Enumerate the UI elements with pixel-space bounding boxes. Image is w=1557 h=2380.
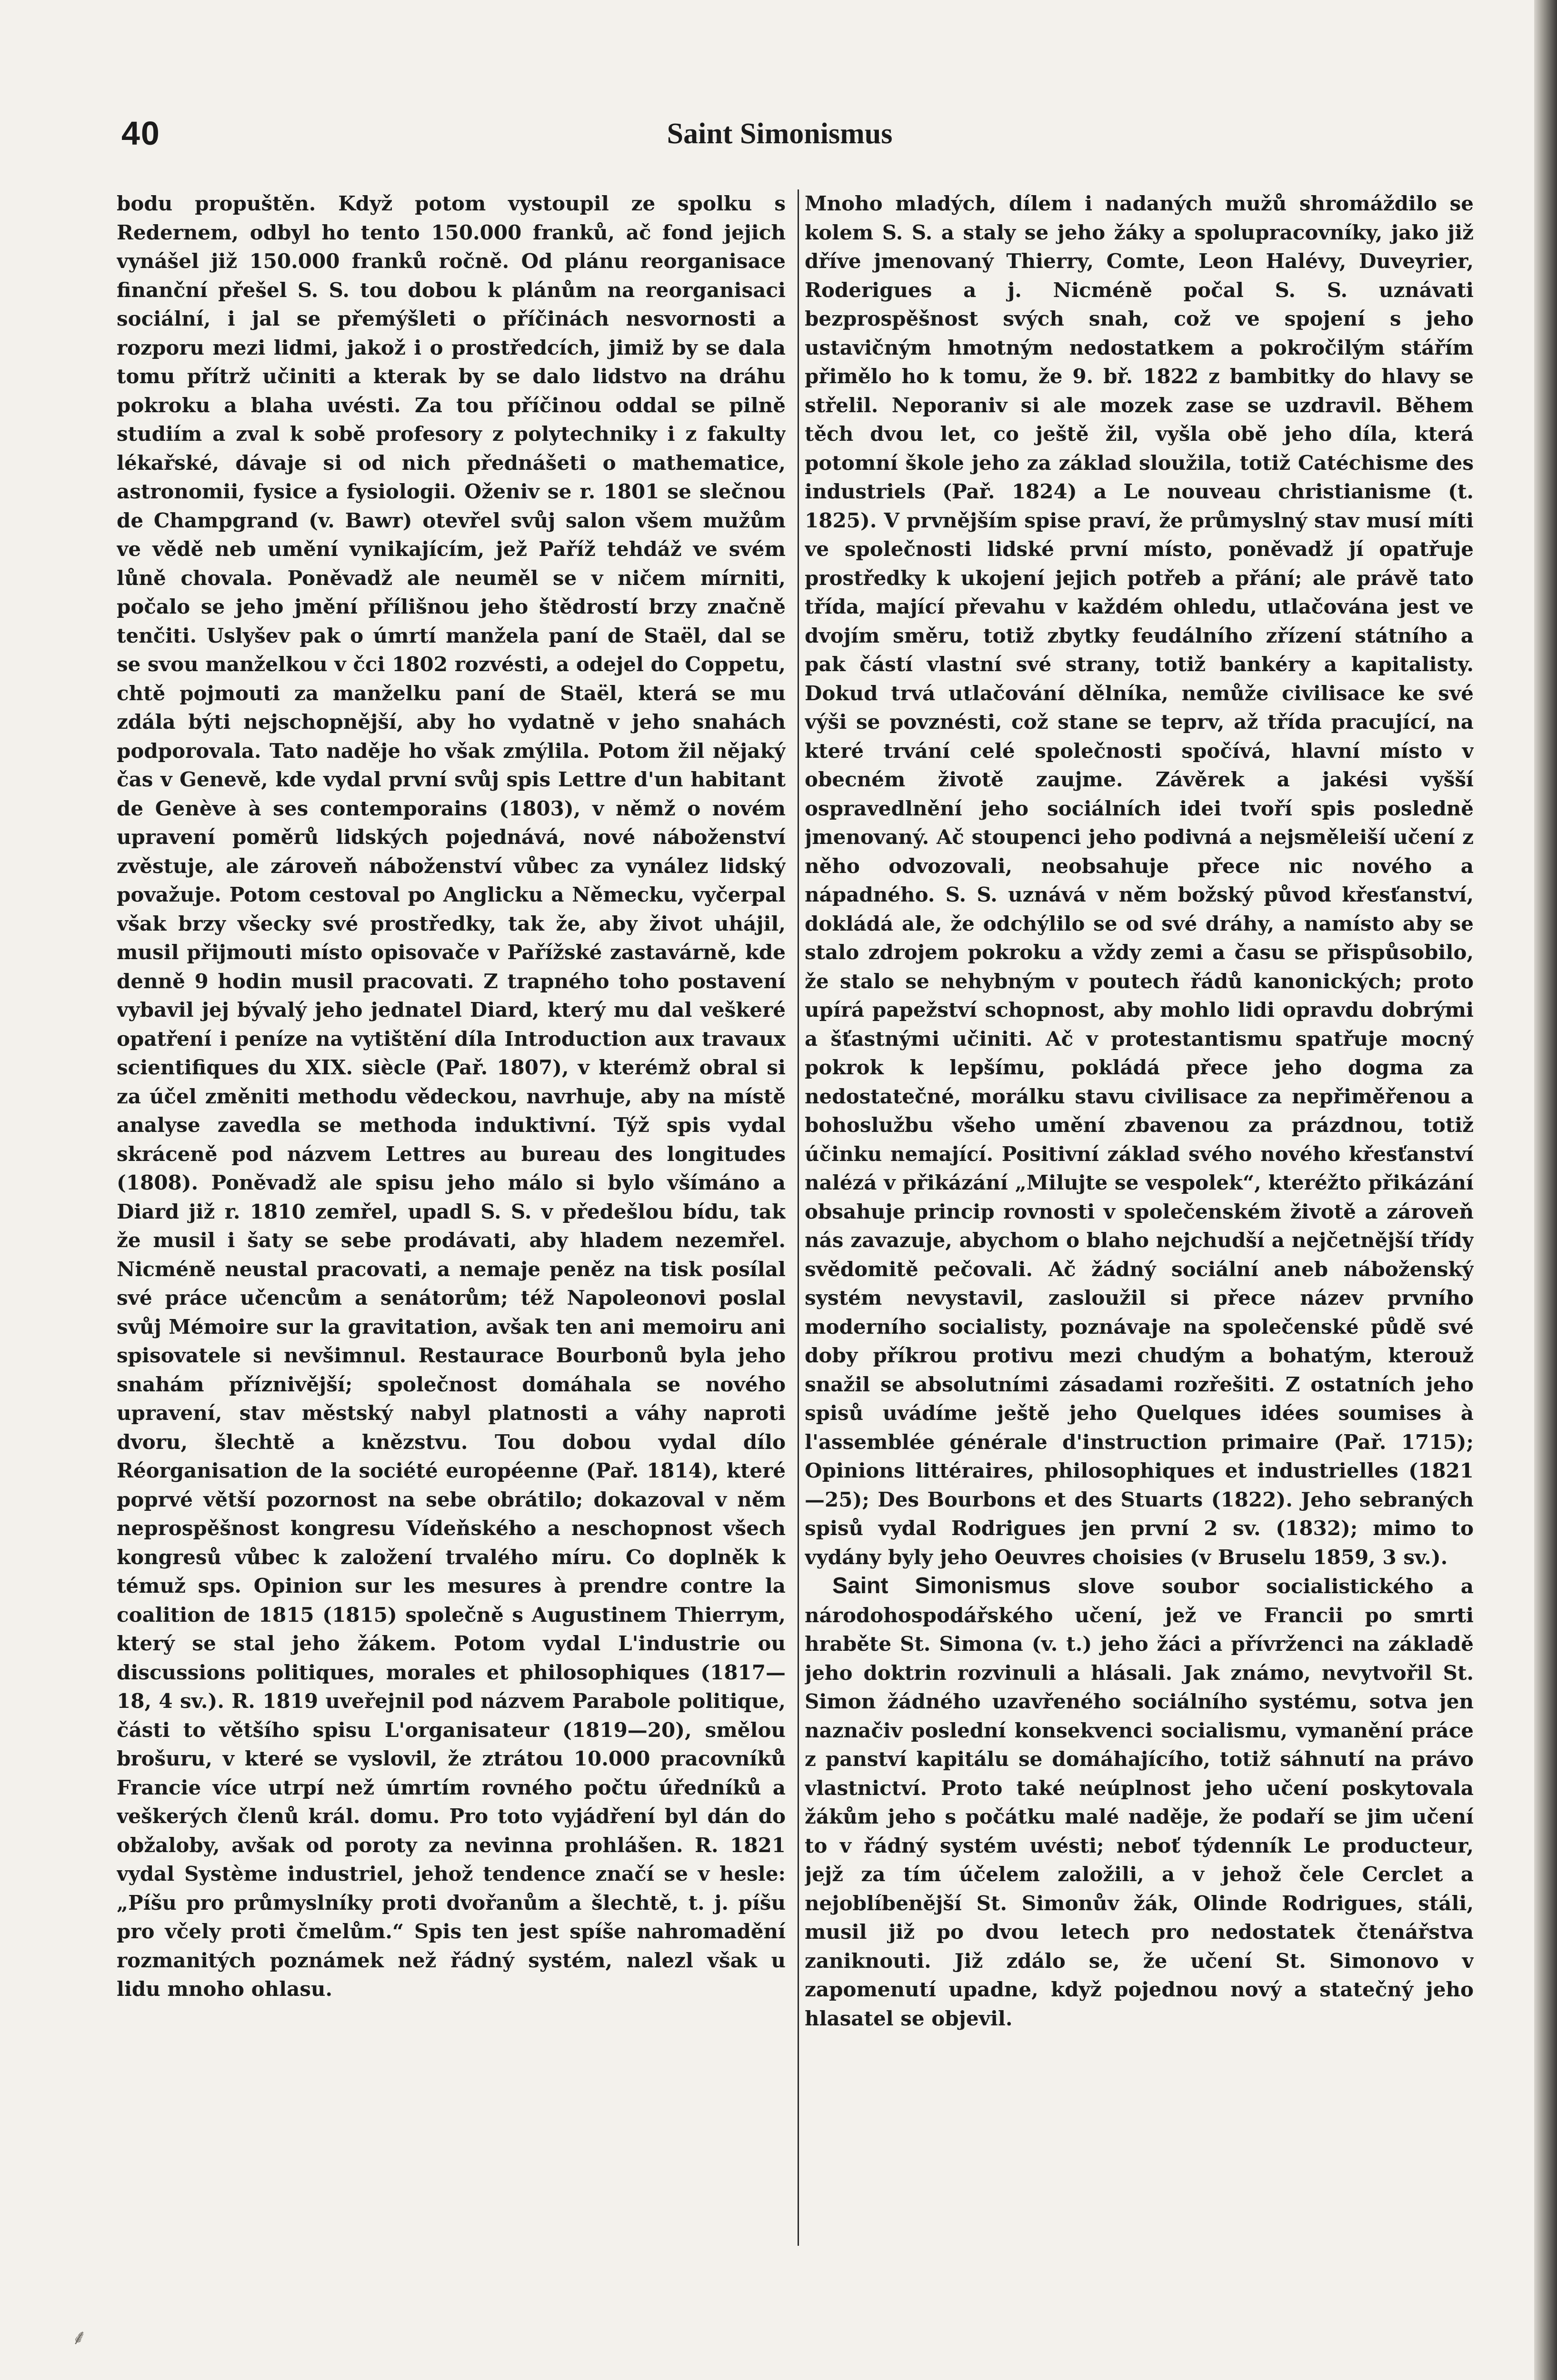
page-edge-shadow [1534,0,1557,2380]
left-column [117,189,786,2380]
page-number: 40 [121,115,160,152]
column-divider [798,189,799,2246]
margin-scribble-icon: ⸙ [71,2325,87,2350]
dictionary-entry [805,1572,1474,2033]
right-column-text: Mnoho mladých, dílem i nadaných mužů shromáždilo se kolem S. S. a staly se jeho žáky a spolupracovníky, jako již dříve jmenovaný Thierry, Comte, Leon Halévy, Duveyrier, Roderigues a j. Nicméně počal S. S. uznávati bezprospěšnost svých snah, což ve spojení s jeho ustavičným hmotným nedostatkem a pokročilým stářím přimělo ho k tomu, že 9. bř. 1822 z bambitky do hlavy se střelil. Neporaniv si ale mozek zase se uzdravil. Během těch dvou let, co ještě žil, vyšla obě jeho díla, která potomní škole jeho za základ sloužila, totiž Catéchisme des industriels (Pař. 1824) a Le nouveau christianisme (t. 1825). V prvnějším spise praví, že průmyslný stav musí míti ve společnosti lidské první místo, poněvadž jí opatřuje prostředky k ukojení jejich potřeb a přání; ale právě tato třída, mající převahu v každém ohledu, utlačována jest ve dvojím směru, totiž zbytky feudálního zřízení státního a pak částí vlastní své strany, totiž bankéry a kapitalisty. Dokud trvá utlačování dělníka, nemůže civilisace ke své výši se povznésti, což stane se teprv, až třída pracující, na které trvání celé společnosti spočívá, hlavní místo v obecném životě zaujme. Závěrek a jakési vyšší ospravedlnění jeho sociálních idei tvoří spis posledně jmenovaný. Ač stoupenci jeho podivná a nejsměleiší učení z něho odvozovali, neobsahuje přece nic nového a nápadného. S. S. uznává v něm božský původ křesťanství, dokládá ale, že odchýlilo se od své dráhy, a namísto aby se stalo zdrojem pokroku a vždy zemi a času se přispůsobilo, že stalo se nehybným v poutech řádů kanonických; proto upírá papežství schopnost, aby mohlo lidi opravdu dobrými a šťastnými učiniti. Ač v protestantismu spatřuje mocný pokrok k lepšímu, pokládá přece jeho dogma za nedostatečné, morálku stavu civilisace za nepřiměřenou a bohoslužbu všeho umění zbavenou za prázdnou, totiž účinku nemající. Positivní základ svého nového křesťanství nalézá v přikázání „Milujte se vespolek“, kteréžto přikázání obsahuje princip rovnosti v společenském životě a zároveň nás zavazuje, abychom o blaho nejchudší a nejčetnější třídy svědomitě pečovali. Ač žádný sociální aneb náboženský systém nevystavil, zasloužil si přece název prvního moderního socialisty, poznávaje na společenské půdě své doby příkrou protivu mezi chudým a bohatým, kterouž snažil se absolutními zásadami rozřešiti. Z ostatních jeho spisů uvádíme ještě jeho Quelques idées soumises à l'assemblée générale d'instruction primaire (Pař. 1715); Opinions littéraires, philosophiques et industrielles (1821—25); Des Bourbons et des Stuarts (1822). Jeho sebraných spisů vydal Rodrigues jen první 2 sv. (1832); mimo to vydány byly jeho Oeuvres choisies (v Bruselu 1859, 3 sv.). [805,192,1474,1569]
left-column-text: bodu propuštěn. Když potom vystoupil ze spolku s Redernem, odbyl ho tento 150.000 franků, ač fond jejich vynášel již 150.000 franků ročně. Od plánu reorganisace finanční přešel S. S. tou dobou k plánům na reorganisaci sociální, i jal se přemýšleti o příčinách nesvornosti a rozporu mezi lidmi, jakož i o prostředcích, jimiž by se dala tomu přítrž učiniti a kterak by se dalo lidstvo na dráhu pokroku a blaha uvésti. Za tou příčinou oddal se pilně studiím a zval k sobě profesory z polytechniky i z fakulty lékařské, dávaje si od nich přednášeti o mathematice, astronomii, fysice a fysiologii. Oženiv se r. 1801 se slečnou de Champgrand (v. Bawr) otevřel svůj salon všem mužům ve vědě neb umění vynikajícím, jež Paříž tehdáž ve svém lůně chovala. Poněvadž ale neuměl se v ničem mírniti, počalo se jeho jmění přílišnou jeho štědrostí brzy značně tenčiti. Uslyšev pak o úmrtí manžela paní de Staël, dal se se svou manželkou v čci 1802 rozvésti, a odejel do Coppetu, chtě pojmouti za manželku paní de Staël, která se mu zdála býti nejschopnější, aby ho vydatně v jeho snahách podporovala. Tato naděje ho však zmýlila. Potom žil nějaký čas v Genevě, kde vydal první svůj spis Lettre d'un habitant de Genève à ses contemporains (1803), v němž o novém upravení poměrů lidských pojednává, nové náboženství zvěstuje, ale zároveň náboženství vůbec za vynález lidský považuje. Potom cestoval po Anglicku a Německu, vyčerpal však brzy všecky své prostředky, tak že, aby život uhájil, musil přijmouti místo opisovače v Pařížské zastavárně, kde denně 9 hodin musil pracovati. Z trapného toho postavení vybavil jej bývalý jeho jednatel Diard, který mu dal veškeré opatření i peníze na vytištění díla Introduction aux travaux scientifiques du XIX. siècle (Pař. 1807), v kterémž obral si za účel změniti methodu vědeckou, navrhuje, aby na místě analyse zavedla se methoda induktivní. Týž spis vydal skráceně pod názvem Lettres au bureau des longitudes (1808). Poněvadž ale spisu jeho málo si bylo všímáno a Diard již r. 1810 zemřel, upadl S. S. v předešlou bídu, tak že musil i šaty se sebe prodávati, aby hladem nezemřel. Nicméně neustal pracovati, a nemaje peněz na tisk posílal své práce učencům a senátorům; též Napoleonovi poslal svůj Mémoire sur la gravitation, avšak ten ani memoiru ani spisovatele si nevšimnul. Restaurace Bourbonů byla jeho snahám příznivější; společnost domáhala se nového upravení, stav městský nabyl platnosti a váhy naproti dvoru, šlechtě a knězstvu. Tou dobou vydal dílo Réorganisation de la société européenne (Pař. 1814), které poprvé větší pozornost na sebe obrátilo; dokazoval v něm neprospěšnost kongresu Vídeňského a neschopnost všech kongresů vůbec k založení trvalého míru. Co doplněk k témuž sps. Opinion sur les mesures à prendre contre la coalition de 1815 (1815) společně s Augustinem Thierrym, který se stal jeho žákem. Potom vydal L'industrie ou discussions politiques, morales et philosophiques (1817—18, 4 sv.). R. 1819 uveřejnil pod názvem Parabole politique, části to většího spisu L'organisateur (1819—20), smělou brošuru, v které se vyslovil, že ztrátou 10.000 pracovníků Francie více utrpí než úmrtím rovného počtu úředníků a veškerých členů král. domu. Pro toto vyjádření byl dán do obžaloby, avšak od poroty za nevinna prohlášen. R. 1821 vydal Système industriel, jehož tendence značí se v hesle: „Píšu pro průmyslníky proti dvořanům a šlechtě, t. j. píšu pro včely proti čmelům.“ Spis ten jest spíše nahromadění rozmanitých poznámek než řádný systém, nalezl však u lidu mnoho ohlasu. [117,192,786,2001]
running-title: Saint Simonismus [667,118,893,150]
page-header [121,114,1438,157]
entry-text: slove soubor socialistického a národohospodářského učení, jež ve Francii po smrti hraběte St. Simona (v. t.) jeho žáci a přívrženci na základě jeho doktrin rozvinuli a hlásali. Jak známo, nevytvořil St. Simon žádného uzavřeného sociálního systému, sotva jen naznačiv poslední konsekvenci socialismu, vymanění práce z panství kapitálu se domáhajícího, totiž sáhnutí na právo vlastnictví. Proto také neúplnost jeho učení poskytovala žákům jeho s počátku malé naděje, že podaří se jim učení to v řádný systém uvésti; neboť týdenník Le producteur, jejž za tím účelem založili, a v jehož čele Cerclet a nejoblíbenější St. Simonův žák, Olinde Rodrigues, stáli, musil již po dvou letech pro nedostatek čtenářstva zaniknouti. Již zdálo se, že učení St. Simonovo v zapomenutí upadne, když pojednou nový a statečný jeho hlasatel se objevil. [805,1575,1474,2030]
entry-headword: Saint Simonismus [832,1573,1051,1598]
right-column [805,189,1474,2380]
